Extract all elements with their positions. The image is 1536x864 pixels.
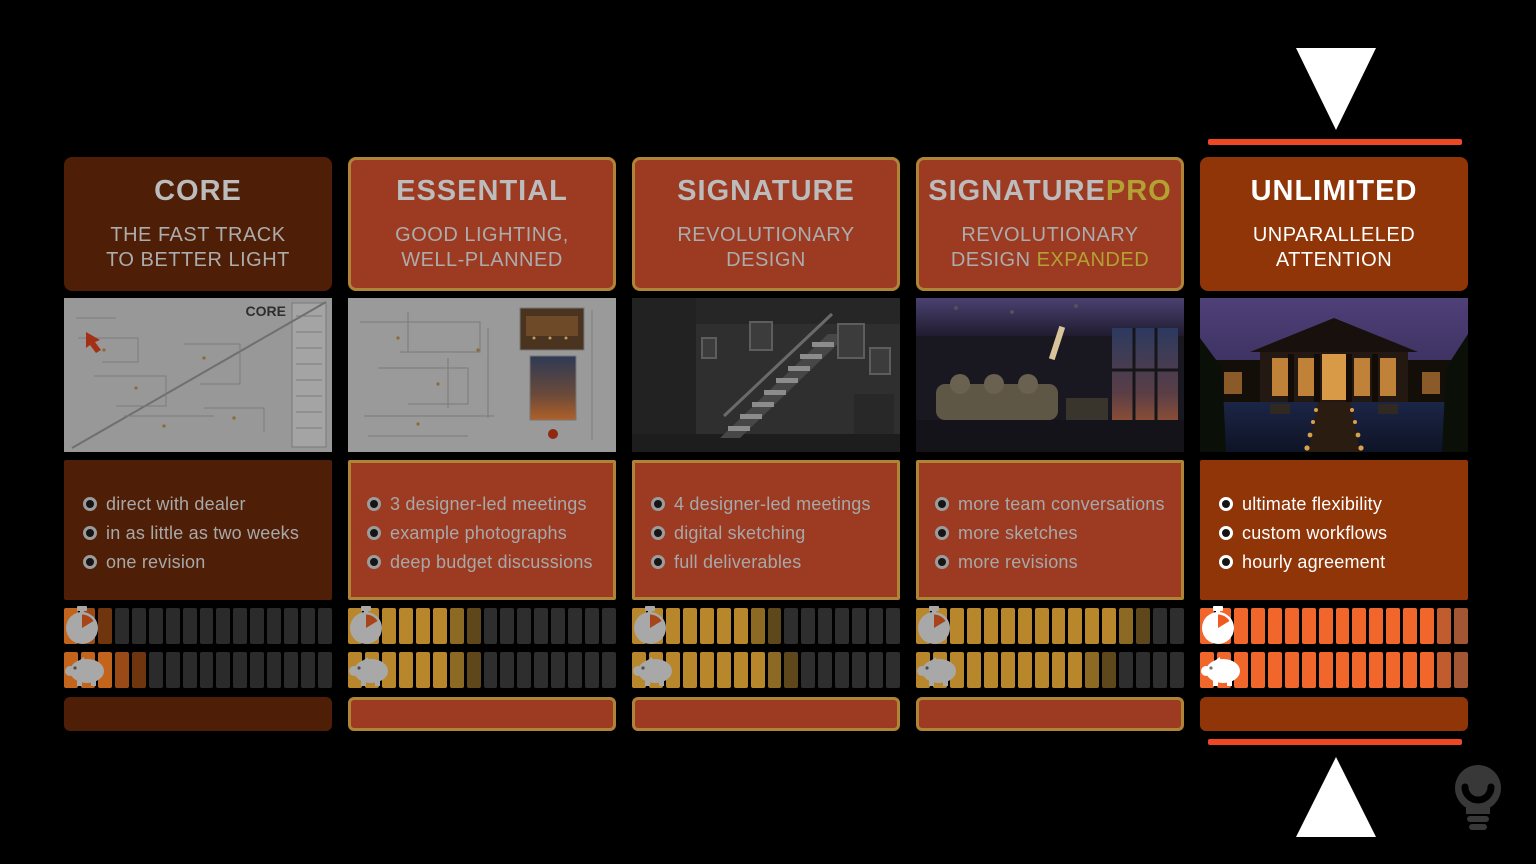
meter-segment <box>132 652 146 688</box>
meter-segment <box>1336 652 1350 688</box>
meter-segment <box>1420 652 1434 688</box>
meter-segment <box>284 608 298 644</box>
meter-segment <box>115 652 129 688</box>
feature-item <box>651 552 889 573</box>
tier-image-exterior <box>1200 298 1468 452</box>
meter-segment <box>433 608 447 644</box>
time-meter-segments <box>348 608 616 644</box>
tier-feature-list <box>348 460 616 600</box>
time-meter-segments <box>64 608 332 644</box>
meter-segment <box>500 608 514 644</box>
tier-price-bar <box>1200 697 1468 731</box>
meter-segment <box>115 608 129 644</box>
meter-segment <box>734 608 748 644</box>
bullet-icon <box>935 497 949 511</box>
meter-segment <box>585 608 599 644</box>
meter-segment <box>1352 652 1366 688</box>
tier-subtitle <box>677 223 854 273</box>
feature-text: example photographs <box>390 522 567 543</box>
meter-segment <box>602 652 616 688</box>
meter-segment <box>284 652 298 688</box>
feature-item <box>935 523 1173 544</box>
stopwatch-icon <box>1200 606 1236 646</box>
meter-segment <box>967 608 981 644</box>
money-meter <box>632 652 900 688</box>
meter-segment <box>1285 608 1299 644</box>
time-meter <box>632 608 900 644</box>
meter-segment <box>700 608 714 644</box>
tier-subtitle <box>951 223 1149 273</box>
meter-segment <box>568 608 582 644</box>
meter-segment <box>768 652 782 688</box>
feature-text: more sketches <box>958 522 1078 543</box>
meter-segment <box>1018 652 1032 688</box>
meter-segment <box>233 608 247 644</box>
feature-text: full deliverables <box>674 551 802 572</box>
meter-segment <box>768 608 782 644</box>
tier-title-part: ESSENTIAL <box>396 174 568 207</box>
meter-segment <box>1420 608 1434 644</box>
piggy-bank-icon <box>916 654 960 686</box>
meter-segment <box>1102 608 1116 644</box>
piggy-bank-icon <box>348 654 392 686</box>
feature-text: more team conversations <box>958 493 1165 514</box>
tier-header <box>632 157 900 291</box>
feature-text: in as little as two weeks <box>106 522 300 543</box>
meter-segment <box>1035 608 1049 644</box>
meter-segment <box>1369 652 1383 688</box>
feature-text: one revision <box>106 551 206 572</box>
meter-segment <box>818 652 832 688</box>
time-meter-segments <box>1200 608 1468 644</box>
bullet-icon <box>1219 526 1233 540</box>
time-meter-segments <box>632 608 900 644</box>
time-meter-segments <box>916 608 1184 644</box>
money-meter <box>916 652 1184 688</box>
bullet-icon <box>935 555 949 569</box>
meter-segment <box>1153 608 1167 644</box>
meter-segment <box>984 652 998 688</box>
tier-subtitle-part: REVOLUTIONARY <box>677 223 855 246</box>
meter-segment <box>534 652 548 688</box>
meter-segment <box>717 608 731 644</box>
meter-segment <box>801 652 815 688</box>
meter-segment <box>683 608 697 644</box>
meter-segment <box>1068 608 1082 644</box>
meter-segment <box>700 652 714 688</box>
tier-meters <box>632 607 900 689</box>
feature-text: digital sketching <box>674 522 806 543</box>
tier-header <box>348 157 616 291</box>
meter-segment <box>835 608 849 644</box>
tier-title <box>154 175 242 208</box>
meter-segment <box>250 608 264 644</box>
tier-card-signature[interactable] <box>632 0 900 731</box>
meter-segment <box>568 652 582 688</box>
meter-segment <box>1119 652 1133 688</box>
meter-segment <box>1251 652 1265 688</box>
tier-subtitle-part: TO BETTER LIGHT <box>106 249 290 271</box>
feature-item <box>935 552 1173 573</box>
feature-text: hourly agreement <box>1242 551 1386 572</box>
meter-segment <box>869 652 883 688</box>
meter-segment <box>1386 608 1400 644</box>
bullet-icon <box>367 526 381 540</box>
meter-segment <box>250 652 264 688</box>
bullet-icon <box>83 555 97 569</box>
selected-tier-arrow-top-icon <box>1296 48 1376 130</box>
stopwatch-icon <box>64 606 100 646</box>
tier-title <box>928 175 1171 208</box>
meter-segment <box>1285 652 1299 688</box>
meter-segment <box>967 652 981 688</box>
meter-segment <box>585 652 599 688</box>
meter-segment <box>534 608 548 644</box>
meter-segment <box>784 608 798 644</box>
tier-feature-list <box>64 460 332 600</box>
time-meter <box>348 608 616 644</box>
meter-segment <box>801 608 815 644</box>
feature-item <box>935 494 1173 515</box>
tier-image-room <box>916 298 1184 452</box>
tier-subtitle-line <box>395 248 569 273</box>
tier-title-part: CORE <box>154 174 242 207</box>
selected-tier-highlight-line-bottom <box>1208 739 1462 745</box>
meter-segment <box>450 608 464 644</box>
feature-item <box>367 523 605 544</box>
meter-segment <box>1302 652 1316 688</box>
meter-segment <box>1102 652 1116 688</box>
meter-segment <box>467 608 481 644</box>
bullet-icon <box>935 526 949 540</box>
tier-header <box>64 157 332 291</box>
tier-title <box>677 175 855 208</box>
feature-item <box>651 494 889 515</box>
meter-segment <box>1369 608 1383 644</box>
tier-title <box>396 175 568 208</box>
tier-subtitle <box>106 223 290 273</box>
bullet-icon <box>651 526 665 540</box>
meter-segment <box>835 652 849 688</box>
tier-subtitle-part: THE FAST TRACK <box>110 223 286 246</box>
meter-segment <box>1251 608 1265 644</box>
tier-subtitle-line <box>1253 248 1415 273</box>
tier-image-planphotos <box>348 298 616 452</box>
tier-subtitle-line <box>1253 223 1415 248</box>
meter-segment <box>1035 652 1049 688</box>
meter-segment <box>852 608 866 644</box>
bullet-icon <box>367 555 381 569</box>
meter-segment <box>166 608 180 644</box>
feature-item <box>1219 494 1457 515</box>
meter-segment <box>869 608 883 644</box>
tier-subtitle-line <box>677 248 854 273</box>
feature-text: 4 designer-led meetings <box>674 493 871 514</box>
tier-feature-list <box>1200 460 1468 600</box>
svg-text:CORE: CORE <box>245 303 286 319</box>
meter-segment <box>602 608 616 644</box>
meter-segment <box>1170 608 1184 644</box>
meter-segment <box>484 652 498 688</box>
meter-segment <box>416 652 430 688</box>
tier-price-bar <box>916 697 1184 731</box>
meter-segment <box>183 652 197 688</box>
meter-segment <box>267 608 281 644</box>
tier-card-signaturepro[interactable] <box>916 0 1184 731</box>
stopwatch-icon <box>916 606 952 646</box>
bullet-icon <box>367 497 381 511</box>
meter-segment <box>149 652 163 688</box>
tier-subtitle-part: GOOD LIGHTING, <box>395 223 569 246</box>
feature-item <box>651 523 889 544</box>
piggy-bank-icon <box>632 654 676 686</box>
meter-segment <box>1336 608 1350 644</box>
meter-segment <box>1386 652 1400 688</box>
meter-segment <box>751 652 765 688</box>
meter-segment <box>551 652 565 688</box>
meter-segment <box>852 652 866 688</box>
meter-segment <box>683 652 697 688</box>
meter-segment <box>1437 608 1451 644</box>
tier-subtitle-line <box>951 248 1149 273</box>
feature-text: deep budget discussions <box>390 551 593 572</box>
tier-subtitle-part: ATTENTION <box>1275 249 1393 271</box>
meter-segment <box>1068 652 1082 688</box>
tier-title-part: SIGNATURE <box>677 174 855 207</box>
tier-card-essential[interactable] <box>348 0 616 731</box>
tier-meters <box>916 607 1184 689</box>
tier-header <box>1200 157 1468 291</box>
meter-segment <box>1001 608 1015 644</box>
tier-title-part: SIGNATURE <box>928 174 1106 207</box>
tier-meters <box>348 607 616 689</box>
meter-segment <box>132 608 146 644</box>
feature-item <box>1219 552 1457 573</box>
meter-segment <box>301 652 315 688</box>
meter-segment <box>1170 652 1184 688</box>
meter-segment <box>1319 652 1333 688</box>
meter-segment <box>149 608 163 644</box>
feature-item <box>367 494 605 515</box>
meter-segment <box>416 608 430 644</box>
tier-subtitle-part: UNPARALLELED <box>1252 223 1416 246</box>
meter-segment <box>1001 652 1015 688</box>
meter-segment <box>517 652 531 688</box>
tier-title-part: PRO <box>1105 174 1172 207</box>
meter-segment <box>984 608 998 644</box>
meter-segment <box>1268 608 1282 644</box>
meter-segment <box>818 608 832 644</box>
tier-image-stair <box>632 298 900 452</box>
feature-text: more revisions <box>958 551 1078 572</box>
meter-segment <box>433 652 447 688</box>
selected-tier-arrow-bottom-icon <box>1296 757 1376 837</box>
tier-subtitle-part: DESIGN <box>726 249 806 271</box>
meter-segment <box>784 652 798 688</box>
meter-segment <box>551 608 565 644</box>
meter-segment <box>1153 652 1167 688</box>
feature-item <box>83 523 321 544</box>
tier-image-plan <box>64 298 332 452</box>
bullet-icon <box>1219 497 1233 511</box>
meter-segment <box>399 608 413 644</box>
meter-segment <box>517 608 531 644</box>
tier-subtitle-line <box>395 223 569 248</box>
meter-segment <box>1437 652 1451 688</box>
meter-segment <box>216 652 230 688</box>
meter-segment <box>1085 608 1099 644</box>
meter-segment <box>1403 608 1417 644</box>
feature-item <box>83 494 321 515</box>
meter-segment <box>484 608 498 644</box>
feature-text: custom workflows <box>1242 522 1388 543</box>
tier-subtitle-line <box>951 223 1149 248</box>
feature-item <box>367 552 605 573</box>
meter-segment <box>267 652 281 688</box>
meter-segment <box>233 652 247 688</box>
tier-columns <box>64 0 1468 731</box>
money-meter <box>348 652 616 688</box>
tier-subtitle-line <box>106 248 290 273</box>
meter-segment <box>1319 608 1333 644</box>
meter-segment <box>318 652 332 688</box>
meter-segment <box>200 652 214 688</box>
piggy-bank-icon <box>1200 654 1244 686</box>
meter-segment <box>1085 652 1099 688</box>
meter-segment <box>216 608 230 644</box>
meter-segment <box>1136 608 1150 644</box>
bullet-icon <box>651 497 665 511</box>
meter-segment <box>450 652 464 688</box>
stopwatch-icon <box>632 606 668 646</box>
tier-meters <box>64 607 332 689</box>
tier-feature-list <box>916 460 1184 600</box>
meter-segment <box>1454 608 1468 644</box>
tier-header <box>916 157 1184 291</box>
feature-text: 3 designer-led meetings <box>390 493 587 514</box>
bullet-icon <box>651 555 665 569</box>
meter-segment <box>1268 652 1282 688</box>
meter-segment <box>734 652 748 688</box>
tier-subtitle <box>395 223 569 273</box>
selected-tier-highlight-line-top <box>1208 139 1462 145</box>
tier-title-part: UNLIMITED <box>1250 174 1418 207</box>
tier-meters <box>1200 607 1468 689</box>
stopwatch-icon <box>348 606 384 646</box>
meter-segment <box>1052 608 1066 644</box>
meter-segment <box>399 652 413 688</box>
meter-segment <box>1302 608 1316 644</box>
feature-item <box>83 552 321 573</box>
time-meter <box>1200 608 1468 644</box>
meter-segment <box>200 608 214 644</box>
tier-subtitle-line <box>106 223 290 248</box>
time-meter <box>64 608 332 644</box>
meter-segment <box>1119 608 1133 644</box>
money-meter <box>64 652 332 688</box>
feature-item <box>1219 523 1457 544</box>
tier-feature-list <box>632 460 900 600</box>
tier-price-bar <box>64 697 332 731</box>
meter-segment <box>1018 608 1032 644</box>
bullet-icon <box>83 526 97 540</box>
meter-segment <box>886 608 900 644</box>
lightbulb-logo-icon <box>1452 764 1504 832</box>
meter-segment <box>500 652 514 688</box>
meter-segment <box>1136 652 1150 688</box>
tier-subtitle-part: REVOLUTIONARY <box>961 223 1139 246</box>
meter-segment <box>1352 608 1366 644</box>
meter-segment <box>301 608 315 644</box>
money-meter <box>1200 652 1468 688</box>
feature-text: direct with dealer <box>106 493 246 514</box>
tier-subtitle-part: WELL-PLANNED <box>401 249 563 271</box>
meter-segment <box>1454 652 1468 688</box>
meter-segment <box>467 652 481 688</box>
piggy-bank-icon <box>64 654 108 686</box>
tier-card-core[interactable] <box>64 0 332 731</box>
meter-segment <box>1403 652 1417 688</box>
meter-segment <box>1052 652 1066 688</box>
tier-subtitle <box>1253 223 1415 273</box>
time-meter <box>916 608 1184 644</box>
meter-segment <box>886 652 900 688</box>
tier-price-bar <box>632 697 900 731</box>
bullet-icon <box>1219 555 1233 569</box>
meter-segment <box>751 608 765 644</box>
tier-title <box>1251 175 1418 208</box>
tier-subtitle-line <box>677 223 854 248</box>
feature-text: ultimate flexibility <box>1242 493 1383 514</box>
tier-subtitle-part: DESIGN <box>950 249 1037 271</box>
bullet-icon <box>83 497 97 511</box>
meter-segment <box>166 652 180 688</box>
tier-subtitle-part: EXPANDED <box>1036 249 1150 271</box>
meter-segment <box>717 652 731 688</box>
meter-segment <box>318 608 332 644</box>
tier-price-bar <box>348 697 616 731</box>
meter-segment <box>183 608 197 644</box>
